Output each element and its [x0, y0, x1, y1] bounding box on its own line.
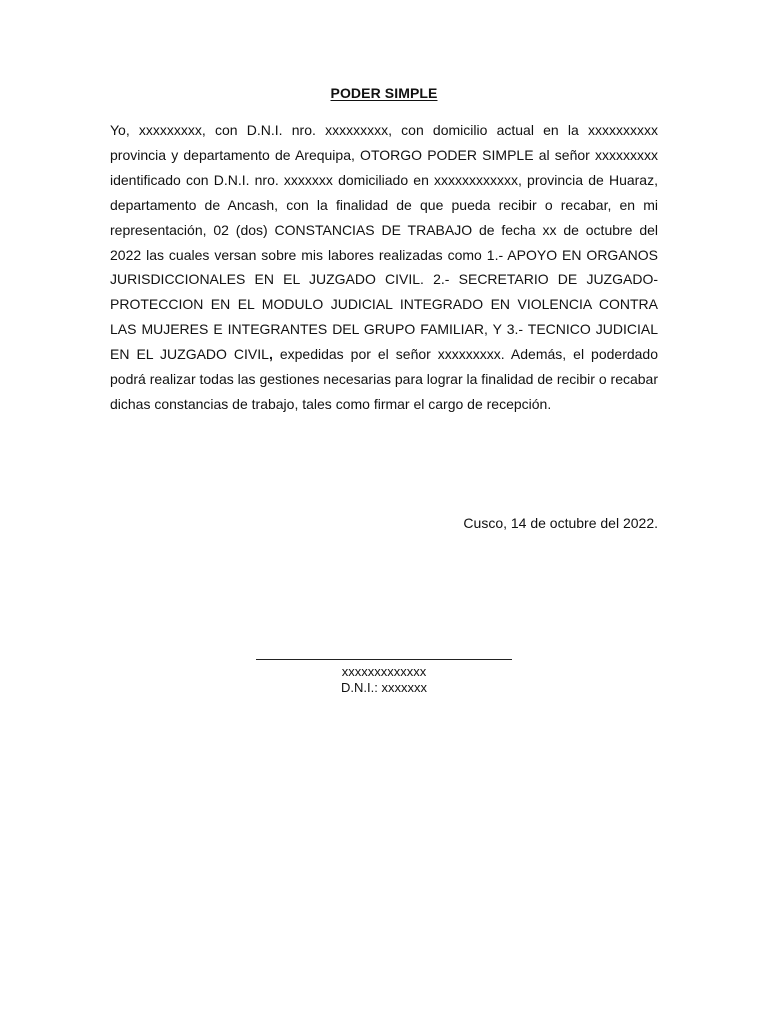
body-text-part2: expedidas por el señor xxxxxxxxx. Además, el poderdado podrá realizar todas las gestiones necesarias para lograr la finalidad de recibir o recabar dichas constancias de trabajo, tales como firmar el cargo de recepción. — [110, 346, 659, 412]
signer-name: xxxxxxxxxxxxx — [341, 664, 427, 679]
place-and-date: Cusco, 14 de octubre del 2022. — [463, 515, 658, 531]
body-text-part1: Yo, xxxxxxxxx, con D.N.I. nro. xxxxxxxxx, con domicilio actual en la xxxxxxxxxx provincia y departamento de Arequipa, OTORGO PODER SIMPLE al señor xxxxxxxxx identificado con D.N.I. nro. xxxxxxx domiciliado en xxxxxxxxxxxx, provincia de Huaraz, departamento de Ancash, con la finalidad de que pueda recibir o recabar, en mi representación, 02 (dos) CONSTANCIAS DE TRABAJO de fecha xx de octubre del 2022 las cuales versan sobre mis labores realizadas como 1.- APOYO EN ORGANOS JURISDICCIONALES EN EL JUZGADO CIVIL. 2.- SECRETARIO DE JUZGADO-PROTECCION EN EL MODULO JUDICIAL INTEGRADO EN VIOLENCIA CONTRA LAS MUJERES E INTEGRANTES DEL GRUPO FAMILIAR, Y 3.- TECNICO JUDICIAL EN EL JUZGADO CIVIL — [110, 122, 658, 363]
signer-dni: D.N.I.: xxxxxxx — [341, 680, 427, 695]
body-bold-comma: , — [268, 346, 273, 363]
signature-block — [0, 658, 768, 696]
document-body — [110, 118, 658, 417]
signature-line — [256, 658, 512, 660]
document-title: PODER SIMPLE — [330, 85, 438, 101]
